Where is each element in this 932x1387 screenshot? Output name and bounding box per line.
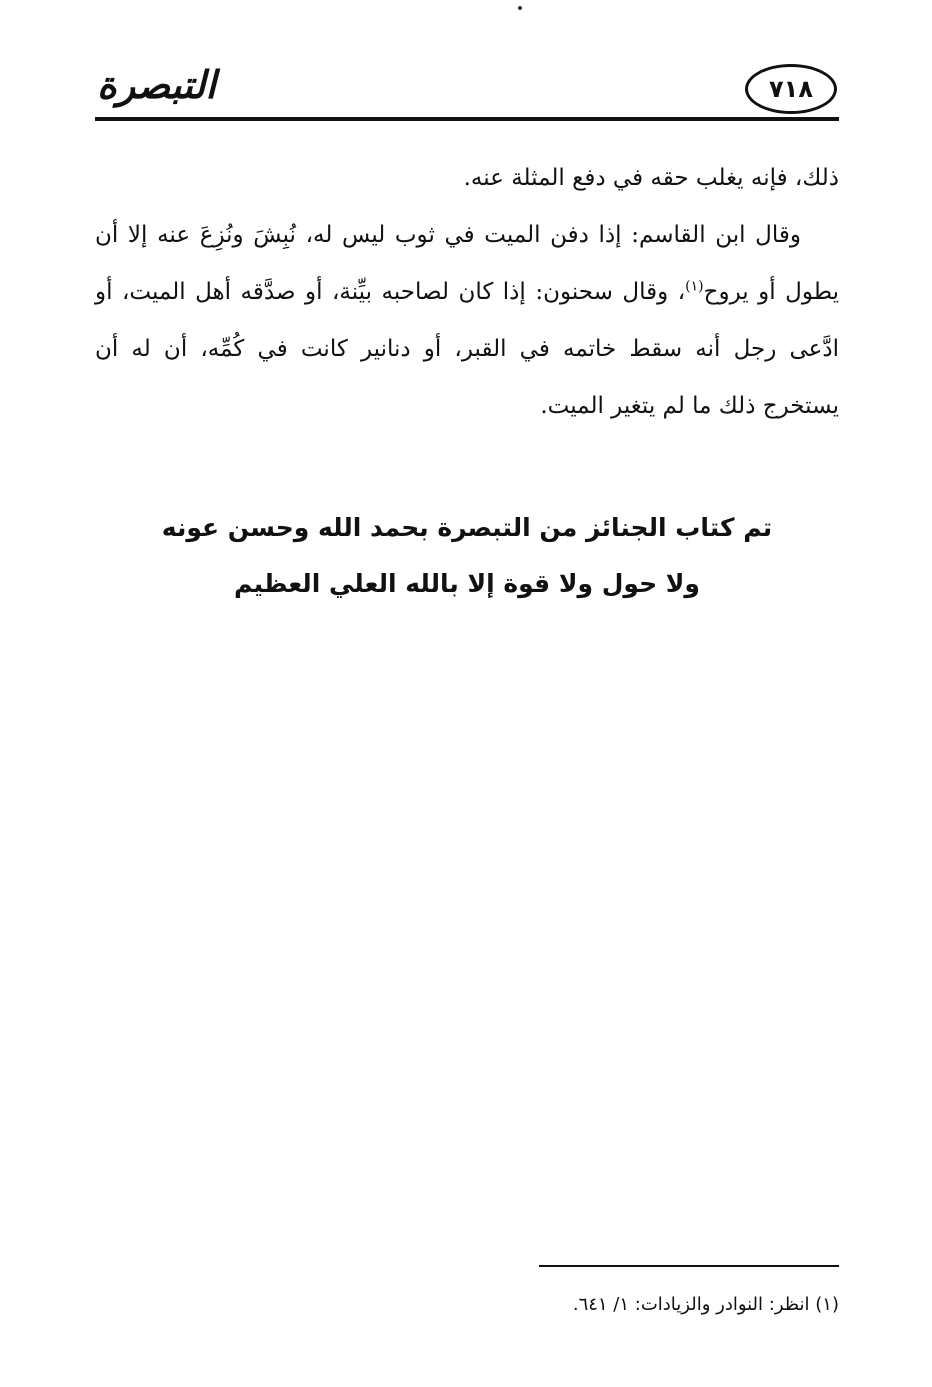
- page-number-badge: [745, 64, 837, 114]
- header-rule: [95, 117, 839, 121]
- paragraph: ذلك، فإنه يغلب حقه في دفع المثلة عنه.: [463, 165, 839, 191]
- page-number: ٧١٨: [769, 75, 813, 103]
- closing-line: تم كتاب الجنائز من التبصرة بحمد الله وحسن عونه: [161, 513, 773, 542]
- page-mark-dot: [518, 6, 522, 10]
- footnote-reference[interactable]: (١): [685, 278, 704, 295]
- paragraph-text: وقال ابن القاسم: إذا دفن الميت في ثوب ليس له، نُبِشَ ونُزِعَ عنه إلا أن يطول أو يروح: [95, 222, 840, 305]
- book-title: التبصرة: [97, 62, 216, 107]
- page-header: [95, 52, 839, 124]
- paragraph-text: ، وقال سحنون: إذا كان لصاحبه بيِّنة، أو صدَّقه أهل الميت، أو ادَّعى رجل أنه سقط خاتمه في القبر، أو دنانير كانت في كُمِّه، أن له أن يستخرج ذلك ما لم يتغير الميت.: [95, 279, 839, 419]
- paragraph: [95, 207, 839, 435]
- footnote-divider: [539, 1265, 839, 1267]
- chapter-closing: [95, 500, 839, 612]
- footnote: (١) انظر: النوادر والزيادات: ١/ ٦٤١.: [572, 1294, 839, 1315]
- main-text: [95, 150, 839, 435]
- closing-line: ولا حول ولا قوة إلا بالله العلي العظيم: [234, 569, 700, 598]
